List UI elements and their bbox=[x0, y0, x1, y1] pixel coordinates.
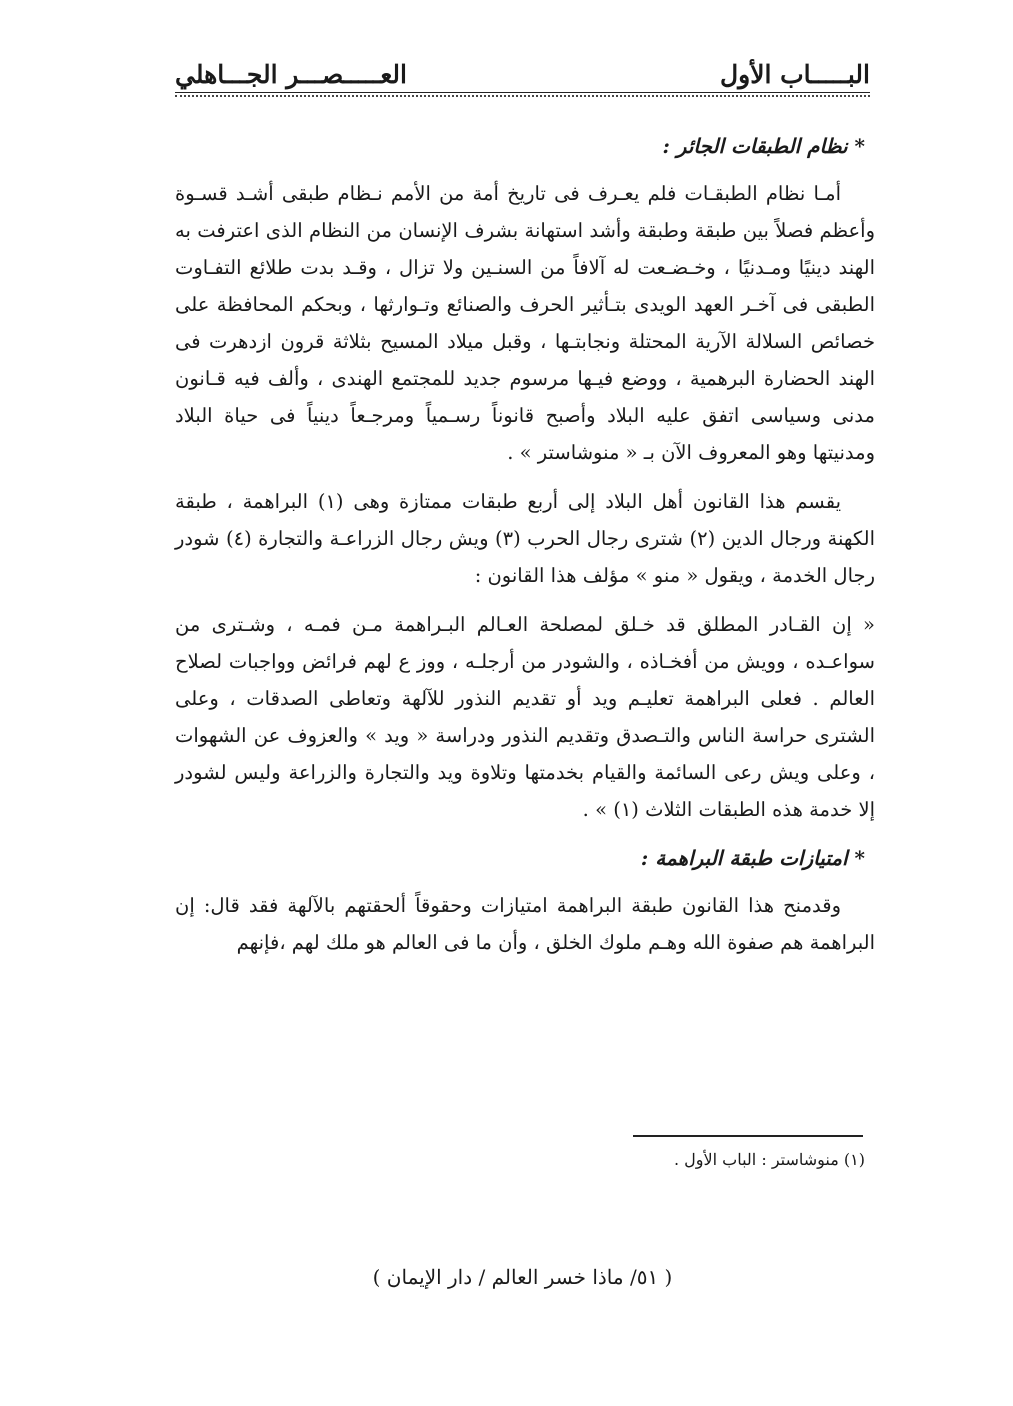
section-heading-caste-system bbox=[175, 128, 875, 165]
heading-text: امتيازات طبقة البراهمة : bbox=[640, 846, 848, 870]
paragraph: وقدمنح هذا القانون طبقة البراهمة امتيازات وحقوقاً ألحقتهم بالآلهة فقد قال: إن البراهمة هم صفوة الله وهـم ملوك الخلق ، وأن ما فى العالم هو ملك لهم ،فإنهم bbox=[175, 894, 875, 954]
footnote: (١) منوشاستر : الباب الأول . bbox=[673, 1150, 865, 1169]
paragraph: أمـا نظام الطبقـات فلم يعـرف فى تاريخ أمة من الأمم نـظام طبقى أشـد قسـوة وأعظم فصلاً بين طبقة وطبقة وأشد استهانة بشرف الإنسان من النظام الذى اعترفت به الهند دينيًا ومـدنيًا ، وخـضـعت له آلافاً من السنـين ولا تزال ، وقـد بدت طلائع التفـاوت الطبقى فى آخـر العهد الويدى بتـأثير الحرف والصنائع وتـوارثها ، وبحكم المحافظة على خصائص السلالة الآرية المحتلة ونجابتـها ، وقبل ميلاد المسيح بثلاثة قرون ازدهرت فى الهند الحضارة البرهمية ، ووضع فيـها مرسوم جديد للمجتمع الهندى ، وألف فيه قـانون مدنى وسياسى اتفق عليه البلاد وأصبح قانوناً رسـمياً ومرجـعاً دينياً فى حياة البلاد ومدنيتها وهو المعروف الآن بـ « منوشاستر » . bbox=[175, 182, 875, 464]
footnote-rule bbox=[633, 1135, 863, 1137]
paragraph: يقسم هذا القانون أهل البلاد إلى أربع طبقات ممتازة وهى (١) البراهمة ، طبقة الكهنة ورجال الدين (٢) شترى رجال الحرب (٣) ويش رجال الزراعـة والتجارة (٤) شودر رجال الخدمة ، ويقول « منو » مؤلف هذا القانون : bbox=[175, 490, 875, 587]
heading-marker: * bbox=[854, 846, 865, 870]
header-dotted-rule bbox=[175, 95, 870, 97]
heading-text: نظام الطبقات الجائر : bbox=[662, 134, 848, 158]
section-heading-brahmin-privileges bbox=[175, 840, 875, 877]
running-header bbox=[175, 52, 870, 92]
quoted-paragraph: « إن القـادر المطلق قد خـلق لمصلحة العـالم البـراهمة مـن فمـه ، وشـترى من سواعـده ، وويش من أفخـاذه ، والشودر من أرجلـه ، ووز ع لهم فرائض وواجبات لصلاح العالم . فعلى البراهمة تعليـم ويد أو تقديم النذور للآلهة وتعاطى الصدقات ، وعلى الشترى حراسة الناس والتـصدق وتقديم النذور ودراسة « ويد » والعزوف عن الشهوات ، وعلى ويش رعى السائمة والقيام بخدمتها وتلاوة ويد والتجارة والزراعة وليس لشودر إلا خدمة هذه الطبقات الثلاث (١) » . bbox=[175, 613, 875, 821]
page-footer: ( ٥١/ ماذا خسر العالم / دار الإيمان ) bbox=[372, 1265, 673, 1289]
chapter-title: البـــــاب الأول bbox=[719, 60, 870, 89]
heading-marker: * bbox=[854, 134, 865, 158]
section-title: العـــــصـــر الجـــاهلي bbox=[175, 60, 407, 89]
header-rule bbox=[175, 92, 870, 93]
body-text bbox=[175, 128, 875, 973]
